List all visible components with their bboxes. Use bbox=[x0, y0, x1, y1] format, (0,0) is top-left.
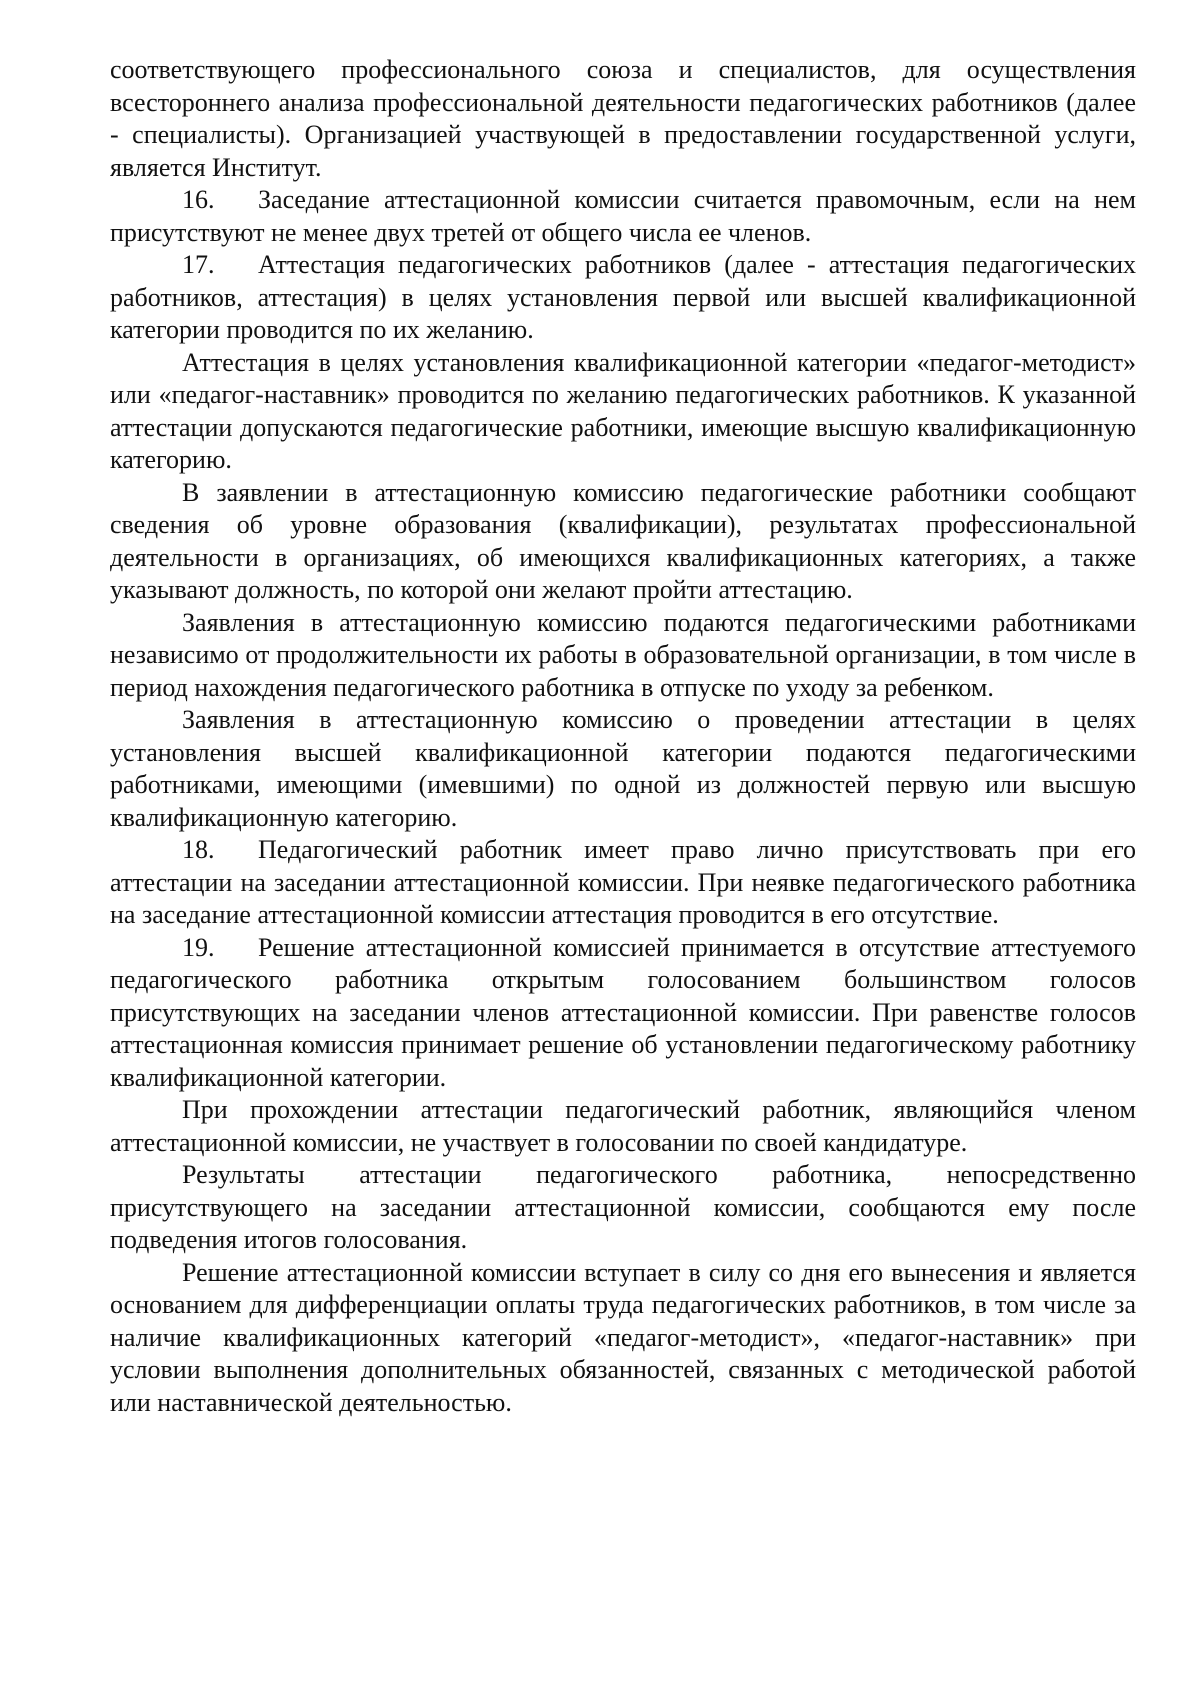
paragraph-17-submission bbox=[110, 607, 1136, 705]
paragraph-text: Педагогический работник имеет право лично присутствовать при его аттестации на заседании аттестационной комиссии. При неявке педагогического работника на заседание аттестационной комиссии аттестация проводится в его отсутствие. bbox=[110, 835, 1136, 929]
paragraph-text: Аттестация педагогических работников (далее - аттестация педагогических работников, аттестация) в целях установления первой или высшей квалификационной категории проводится по их желанию. bbox=[110, 250, 1136, 344]
document-page bbox=[110, 54, 1136, 1419]
paragraph-number: 19. bbox=[182, 932, 215, 962]
paragraph-19-member bbox=[110, 1094, 1136, 1159]
paragraph-17-methodist bbox=[110, 347, 1136, 477]
paragraph-16 bbox=[110, 184, 1136, 249]
paragraph-text: Решение аттестационной комиссии вступает в силу со дня его вынесения и является основанием для дифференциации оплаты труда педагогических работников, в том числе за наличие квалификационных категорий «педагог-методист», «педагог-наставник» при условии выполнения дополнительных обязанностей, связанных с методической работой или наставнической деятельностью. bbox=[110, 1257, 1136, 1417]
paragraph-text: Аттестация в целях установления квалификационной категории «педагог-методист» или «педагог-наставник» проводится по желанию педагогических работников. К указанной аттестации допускаются педагогические работники, имеющие высшую квалификационную категорию. bbox=[110, 347, 1136, 474]
paragraph-17-highest-category bbox=[110, 704, 1136, 834]
paragraph-number: 17. bbox=[182, 250, 215, 279]
paragraph-18 bbox=[110, 834, 1136, 932]
paragraph-text: Заседание аттестационной комиссии считается правомочным, если на нем присутствуют не менее двух третей от общего числа ее членов. bbox=[110, 185, 1136, 247]
paragraph-17 bbox=[110, 249, 1136, 347]
paragraph-text: В заявлении в аттестационную комиссию педагогические работники сообщают сведения об уровне образования (квалификации), результатах профессиональной деятельности в организациях, об имеющихся квалификационных категориях, а также указывают должность, по которой они желают пройти аттестацию. bbox=[110, 477, 1136, 604]
paragraph-text: Решение аттестационной комиссией принимается в отсутствие аттестуемого педагогического работника открытым голосованием большинством голосов присутствующих на заседании членов аттестационной комиссии. При равенстве голосов аттестационная комиссия принимает решение об установлении педагогическому работнику квалификационной категории. bbox=[110, 932, 1136, 1092]
paragraph-17-application bbox=[110, 477, 1136, 607]
paragraph-text: При прохождении аттестации педагогический работник, являющийся членом аттестационной комиссии, не участвует в голосовании по своей кандидатуре. bbox=[110, 1095, 1136, 1157]
paragraph-text: Заявления в аттестационную комиссию о проведении аттестации в целях установления высшей квалификационной категории подаются педагогическими работниками, имеющими (имевшими) по одной из должностей первую или высшую квалификационную категорию. bbox=[110, 705, 1136, 832]
paragraph-text: Результаты аттестации педагогического работника, непосредственно присутствующего на заседании аттестационной комиссии, сообщаются ему после подведения итогов голосования. bbox=[110, 1160, 1136, 1254]
paragraph-text: Заявления в аттестационную комиссию подаются педагогическими работниками независимо от продолжительности их работы в образовательной организации, в том числе в период нахождения педагогического работника в отпуске по уходу за ребенком. bbox=[110, 607, 1136, 702]
paragraph-text: соответствующего профессионального союза и специалистов, для осуществления всестороннего анализа профессиональной деятельности педагогических работников (далее - специалисты). Организацией участвующей в предоставлении государственной услуги, является Институт. bbox=[110, 55, 1136, 182]
paragraph-number: 16. bbox=[182, 185, 215, 214]
paragraph-19 bbox=[110, 932, 1136, 1095]
paragraph-continuation bbox=[110, 54, 1136, 184]
paragraph-19-decision bbox=[110, 1257, 1136, 1420]
paragraph-number: 18. bbox=[182, 835, 215, 864]
paragraph-19-results bbox=[110, 1159, 1136, 1257]
